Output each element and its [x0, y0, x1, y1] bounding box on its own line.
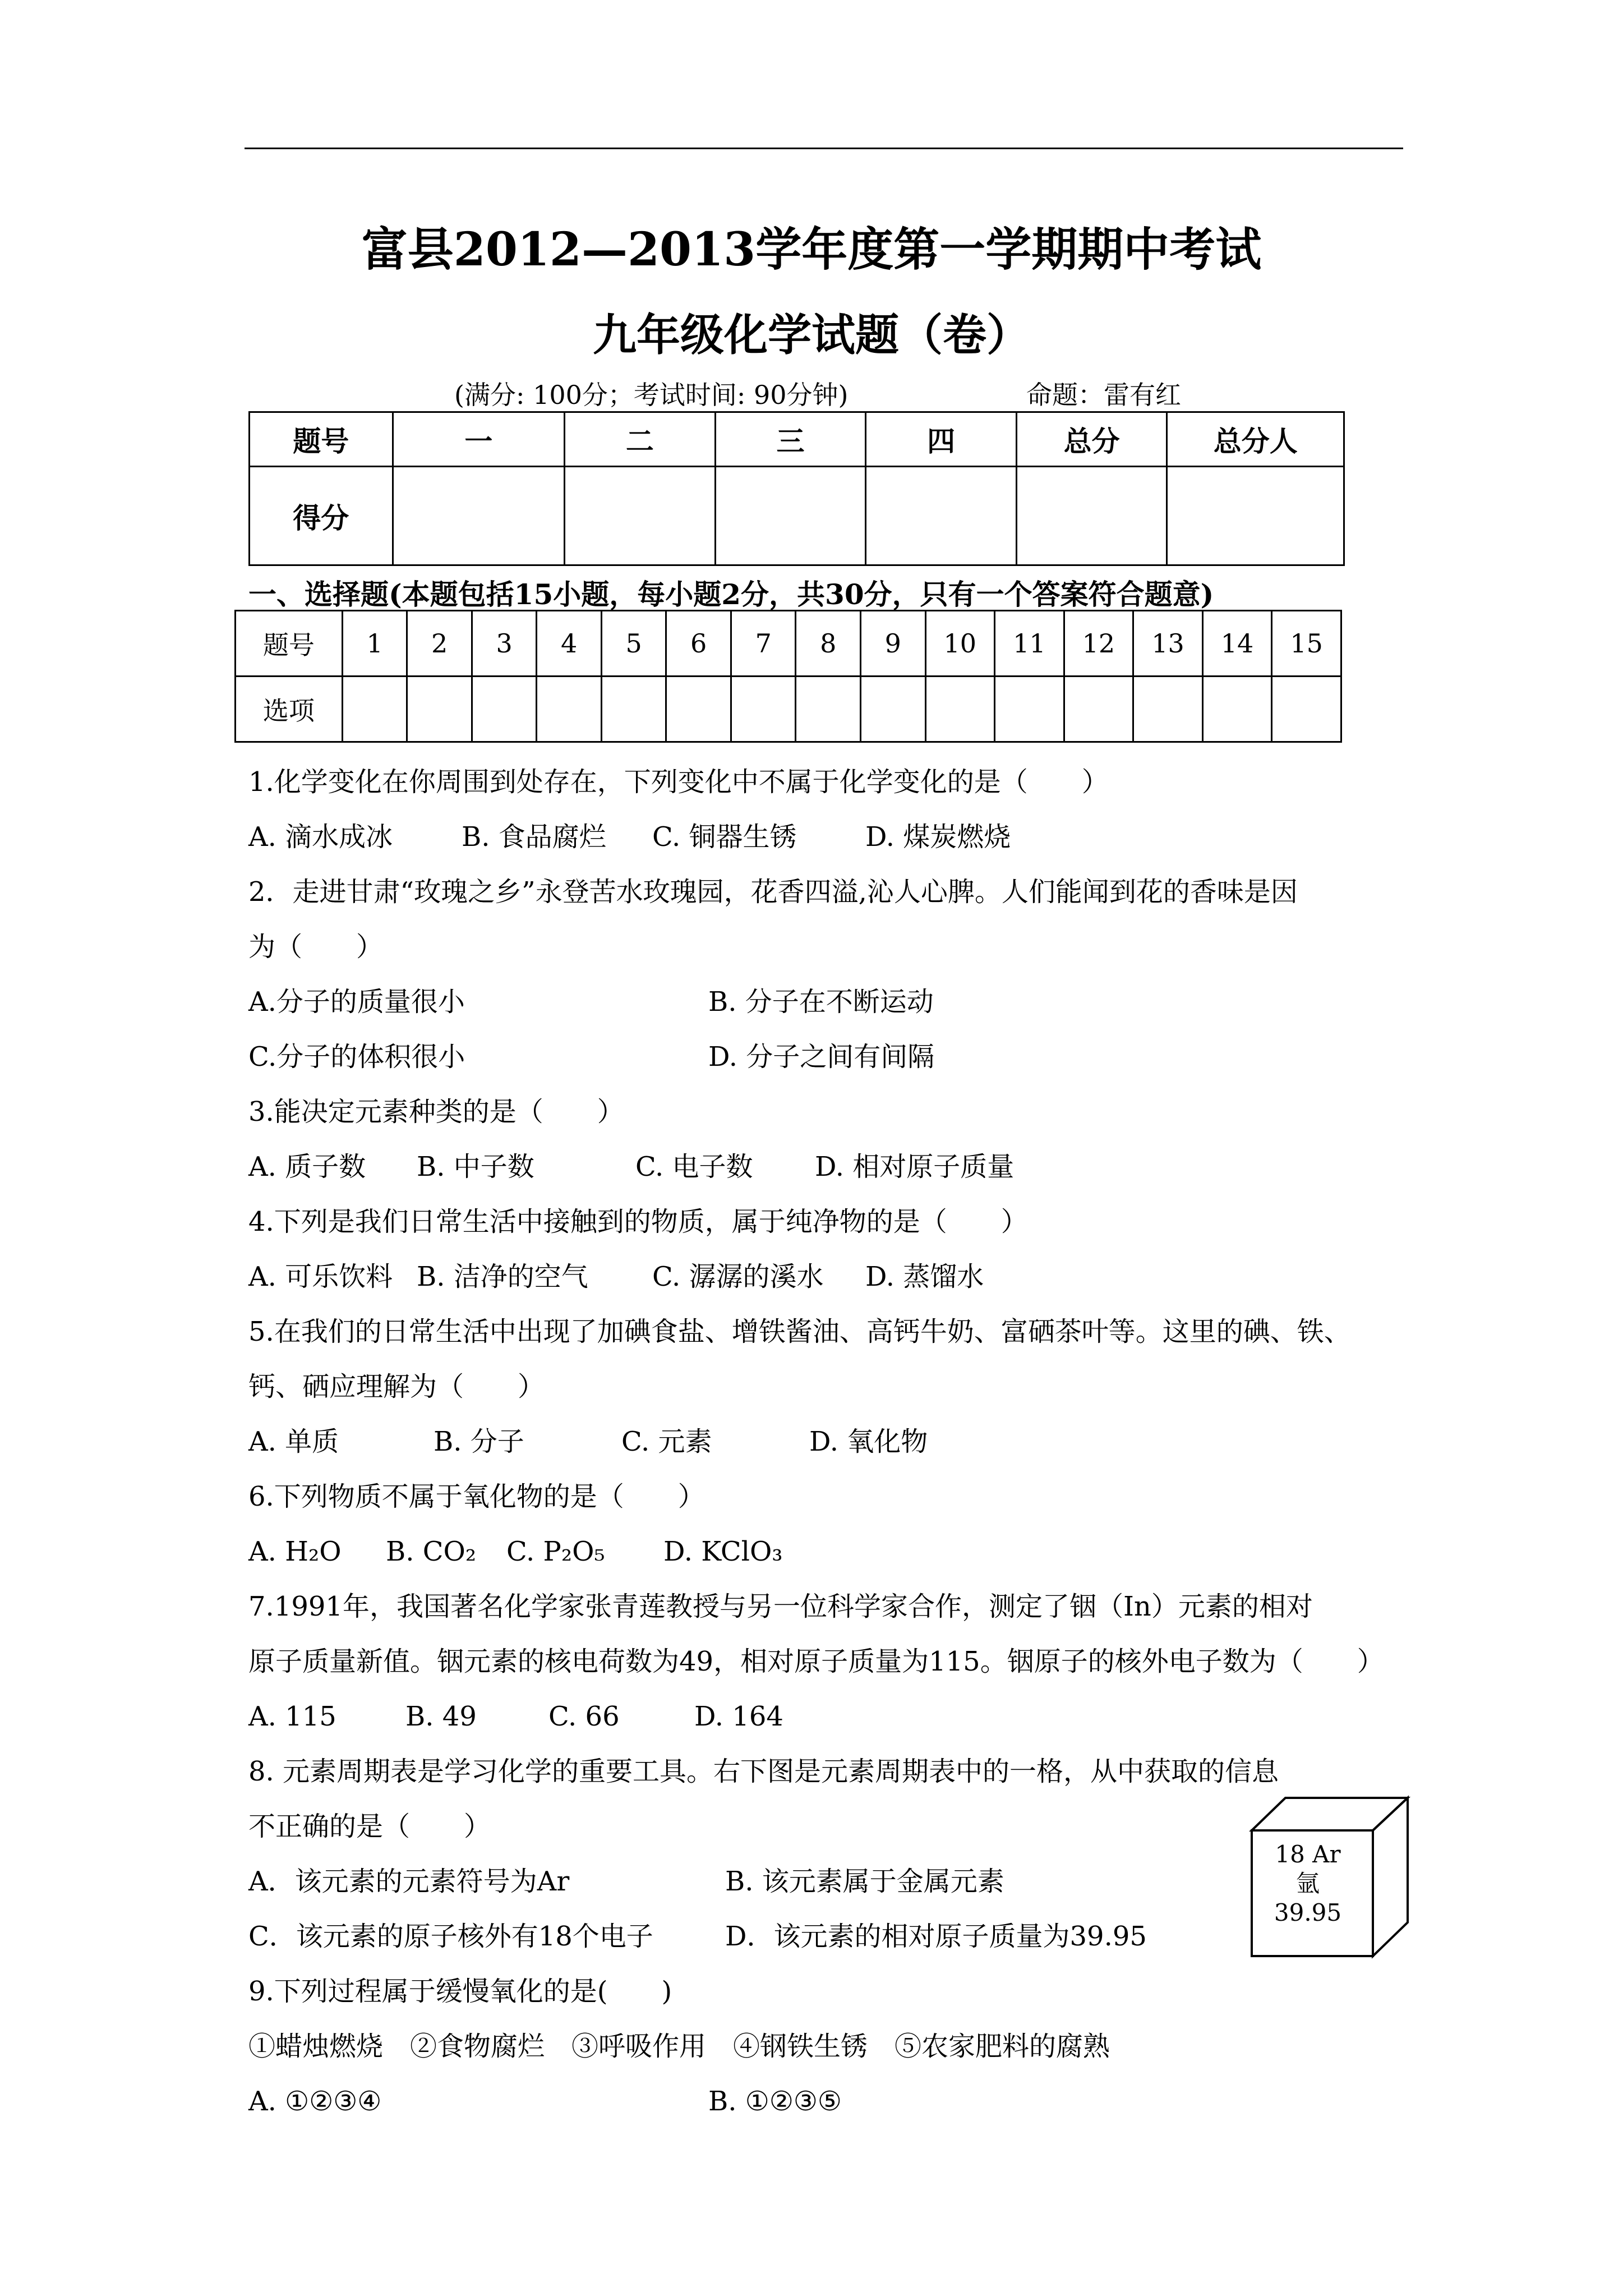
option-a: A. 单质 — [248, 1426, 339, 1457]
score-cell[interactable] — [393, 467, 565, 565]
option-d: D. KClO₃ — [663, 1536, 783, 1567]
option-d: D. 蒸馏水 — [865, 1261, 984, 1292]
question-2-options-cd — [248, 1029, 1426, 1084]
option-c: C.分子的体积很小 — [248, 1041, 465, 1073]
answer-number: 6 — [666, 611, 731, 677]
answer-cell[interactable] — [537, 677, 602, 742]
option-a: A.分子的质量很小 — [248, 986, 465, 1018]
question-3-stem: 3.能决定元素种类的是（ ） — [248, 1096, 624, 1128]
exam-title: 富县2012—2013学年度第一学期期中考试 — [361, 223, 1262, 277]
question-8-stem-cont: 不正确的是（ ） — [248, 1811, 491, 1842]
answer-cell[interactable] — [925, 677, 995, 742]
answer-number: 7 — [731, 611, 796, 677]
option-b: B. 该元素属于金属元素 — [725, 1866, 1004, 1897]
section1-heading: 一、选择题(本题包括15小题，每小题2分，共30分，只有一个答案符合题意) — [248, 578, 1214, 611]
answer-cell[interactable] — [601, 677, 666, 742]
score-cell[interactable] — [565, 467, 716, 565]
answer-number: 5 — [601, 611, 666, 677]
answer-cell[interactable] — [860, 677, 925, 742]
question-2-stem-cont: 为（ ） — [248, 931, 384, 963]
score-col-2: 二 — [565, 412, 716, 467]
question-5-options — [248, 1414, 1426, 1469]
option-a: A. 质子数 — [248, 1151, 366, 1182]
answer-cell[interactable] — [995, 677, 1064, 742]
answer-cell[interactable] — [1202, 677, 1272, 742]
question-3-options — [248, 1139, 1426, 1194]
option-d: D. 分子之间有间隔 — [708, 1041, 935, 1073]
element-name: 氩 — [1295, 1870, 1320, 1897]
question-5-stem-cont: 钙、硒应理解为（ ） — [248, 1371, 545, 1402]
option-c: C. P₂O₅ — [506, 1536, 605, 1567]
answer-cell[interactable] — [472, 677, 537, 742]
exam-author: 命题：雷有红 — [1026, 380, 1181, 410]
answer-number: 11 — [995, 611, 1064, 677]
answer-cell[interactable] — [407, 677, 472, 742]
answer-number: 9 — [860, 611, 925, 677]
score-col-total: 总分 — [1016, 412, 1167, 467]
score-cell[interactable] — [715, 467, 866, 565]
answer-number: 1 — [342, 611, 407, 677]
question-7-options — [248, 1689, 1426, 1744]
question-9-items: ①蜡烛燃烧 ②食物腐烂 ③呼吸作用 ④钢铁生锈 ⑤农家肥料的腐熟 — [248, 2031, 1110, 2062]
option-c: C．该元素的原子核外有18个电子 — [248, 1921, 653, 1952]
question-2-options-ab — [248, 974, 1426, 1029]
option-a: A. 115 — [248, 1701, 336, 1732]
score-row-label: 得分 — [250, 467, 393, 565]
top-rule — [245, 148, 1403, 149]
option-b: B. ①②③⑤ — [708, 2086, 842, 2117]
score-cell[interactable] — [1167, 467, 1344, 565]
option-b: B. 分子在不断运动 — [708, 986, 934, 1018]
score-col-1: 一 — [393, 412, 565, 467]
answer-cell[interactable] — [342, 677, 407, 742]
score-col-grader: 总分人 — [1167, 412, 1344, 467]
answer-number: 14 — [1202, 611, 1272, 677]
option-a: A. H₂O — [248, 1536, 342, 1567]
question-6-stem: 6.下列物质不属于氧化物的是（ ） — [248, 1481, 705, 1512]
answer-header-label: 题号 — [236, 611, 343, 677]
answer-number: 3 — [472, 611, 537, 677]
answer-number: 8 — [796, 611, 861, 677]
answer-cell[interactable] — [796, 677, 861, 742]
question-1-stem: 1.化学变化在你周围到处存在，下列变化中不属于化学变化的是（ ） — [248, 766, 1109, 798]
answer-number: 4 — [537, 611, 602, 677]
answer-number: 15 — [1272, 611, 1341, 677]
answer-table — [234, 610, 1342, 743]
question-7-stem-cont: 原子质量新值。铟元素的核电荷数为49，相对原子质量为115。铟原子的核外电子数为（ ） — [248, 1646, 1384, 1677]
option-c: C. 66 — [548, 1701, 620, 1732]
question-5-stem: 5.在我们的日常生活中出现了加碘食盐、增铁酱油、高钙牛奶、富硒茶叶等。这里的碘、铁、 — [248, 1316, 1351, 1347]
question-6-options — [248, 1524, 1426, 1579]
option-b: B. 49 — [405, 1701, 477, 1732]
answer-number: 12 — [1064, 611, 1133, 677]
option-d: D. 氧化物 — [809, 1426, 928, 1457]
option-c: C. 潺潺的溪水 — [652, 1261, 824, 1292]
answer-cell[interactable] — [666, 677, 731, 742]
option-d: D．该元素的相对原子质量为39.95 — [725, 1921, 1147, 1952]
option-a: A. 滴水成冰 — [248, 821, 393, 853]
question-1-options — [248, 809, 1426, 864]
exam-info: (满分: 100分；考试时间: 90分钟) — [454, 380, 849, 410]
element-number-symbol: 18 Ar — [1275, 1841, 1341, 1868]
option-d: D. 煤炭燃烧 — [865, 821, 1011, 853]
element-mass: 39.95 — [1274, 1899, 1342, 1926]
score-table — [248, 411, 1345, 566]
answer-number: 2 — [407, 611, 472, 677]
answer-cell[interactable] — [1064, 677, 1133, 742]
answer-cell[interactable] — [731, 677, 796, 742]
option-a: A. ①②③④ — [248, 2086, 382, 2117]
exam-subtitle: 九年级化学试题（卷） — [592, 310, 1030, 361]
score-header-label: 题号 — [250, 412, 393, 467]
score-col-3: 三 — [715, 412, 866, 467]
question-7-stem: 7.1991年，我国著名化学家张青莲教授与另一位科学家合作，测定了铟（In）元素的相对 — [248, 1591, 1313, 1622]
answer-number: 10 — [925, 611, 995, 677]
score-col-4: 四 — [866, 412, 1017, 467]
question-9-options — [248, 2074, 1426, 2129]
question-9-stem: 9.下列过程属于缓慢氧化的是( ) — [248, 1976, 672, 2007]
option-b: B. 中子数 — [417, 1151, 534, 1182]
option-c: C. 元素 — [621, 1426, 712, 1457]
question-2-stem: 2．走进甘肃“玫瑰之乡”永登苦水玫瑰园，花香四溢,沁人心脾。人们能闻到花的香味是因 — [248, 876, 1298, 908]
option-a: A．该元素的元素符号为Ar — [248, 1866, 570, 1897]
option-c: C. 铜器生锈 — [652, 821, 797, 853]
answer-row-label: 选项 — [236, 677, 343, 742]
answer-number: 13 — [1133, 611, 1203, 677]
option-d: D. 相对原子质量 — [815, 1151, 1015, 1182]
option-a: A. 可乐饮料 — [248, 1261, 393, 1292]
answer-cell[interactable] — [1272, 677, 1341, 742]
option-b: B. 洁净的空气 — [417, 1261, 588, 1292]
option-b: B. 分子 — [434, 1426, 524, 1457]
option-b: B. CO₂ — [386, 1536, 477, 1567]
answer-cell[interactable] — [1133, 677, 1203, 742]
score-cell[interactable] — [866, 467, 1017, 565]
option-d: D. 164 — [694, 1701, 783, 1732]
option-b: B. 食品腐烂 — [462, 821, 606, 853]
option-c: C. 电子数 — [635, 1151, 753, 1182]
question-4-stem: 4.下列是我们日常生活中接触到的物质，属于纯净物的是（ ） — [248, 1206, 1028, 1237]
question-8-stem: 8. 元素周期表是学习化学的重要工具。右下图是元素周期表中的一格，从中获取的信息 — [248, 1756, 1279, 1787]
score-cell[interactable] — [1016, 467, 1167, 565]
question-4-options — [248, 1249, 1426, 1304]
